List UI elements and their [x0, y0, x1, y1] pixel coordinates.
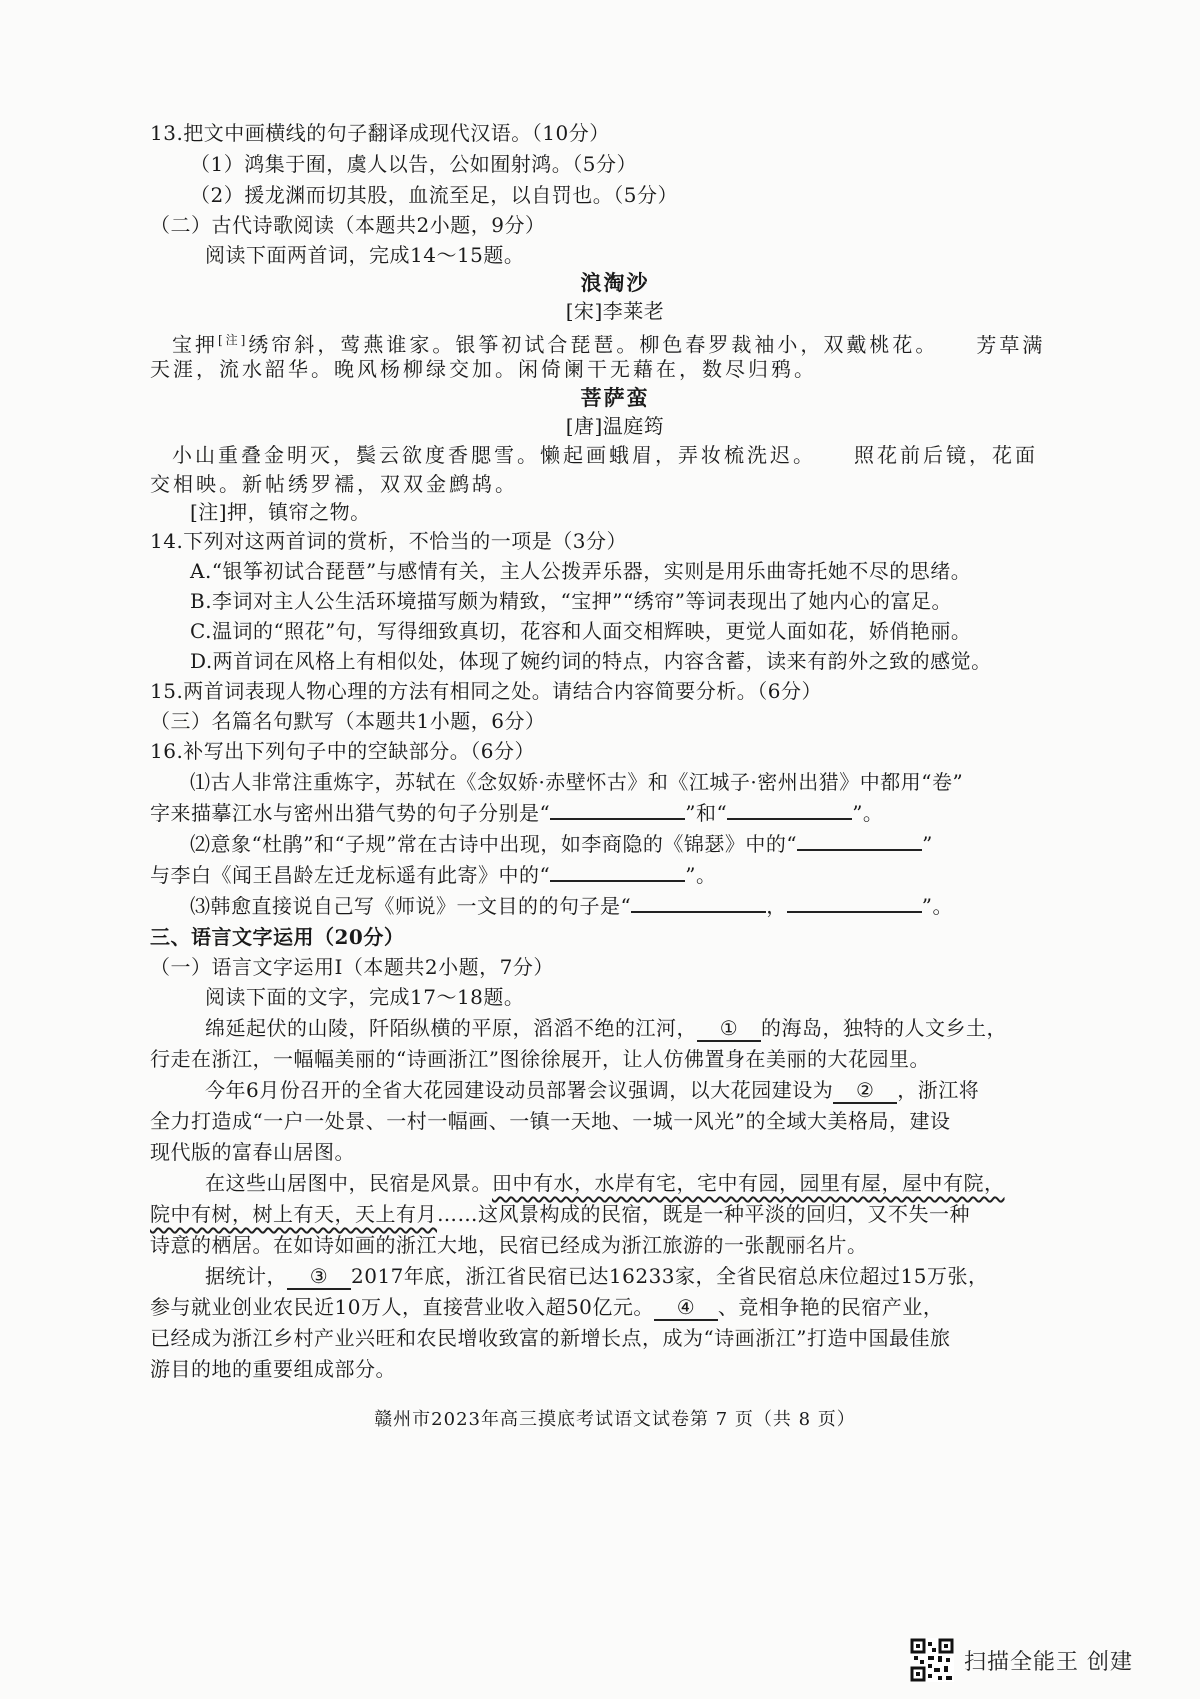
fill-slot-2[interactable]: ②: [833, 1078, 897, 1104]
q14-option-a: A.“银筝初试合琵琶”与感情有关，主人公拨弄乐器，实则是用乐曲寄托她不尽的思绪。: [190, 559, 972, 583]
poem2-line-1: [172, 440, 1102, 470]
subsection-1-intro: 阅读下面的文字，完成17～18题。: [205, 985, 525, 1009]
passage-text: 在这些山居图中，民宿是风景。: [205, 1171, 492, 1195]
poem2-author: [唐]温庭筠: [565, 414, 665, 438]
passage-text: 2017年底，浙江省民宿已达16233家，全省民宿总床位超过15万张，: [351, 1264, 989, 1288]
poem1-author: [宋]李莱老: [565, 299, 665, 323]
passage-text: 的海岛，独特的人文乡土，: [761, 1016, 1007, 1040]
q14-title: 14.下列对这两首词的赏析，不恰当的一项是（3分）: [150, 529, 628, 553]
poem1-line-1b: 绣帘斜，莺燕谁家。银筝初试合琵琶。柳色春罗裁袖小，双戴桃花。: [248, 332, 939, 357]
passage-text: 参与就业创业农民近10万人，直接营业收入超50亿元。: [150, 1295, 654, 1319]
q16-part2-line-a: [190, 829, 1120, 859]
q16-p1b-text: 字来描摹江水与密州出猎气势的句子分别是“: [150, 801, 551, 825]
page-footer: 赣州市2023年高三摸底考试语文试卷第 7 页（共 8 页）: [374, 1409, 856, 1430]
passage-p2-line-c: 现代版的富春山居图。: [150, 1140, 355, 1164]
q16-p3-end: ”。: [921, 894, 953, 918]
q16-p3-text: ⑶韩愈直接说自己写《师说》一文目的的句子是“: [190, 894, 632, 918]
section-2-intro: 阅读下面两首词，完成14～15题。: [205, 243, 525, 267]
q16-title: 16.补写出下列句子中的空缺部分。（6分）: [150, 739, 536, 763]
answer-blank-3[interactable]: [797, 829, 922, 851]
q16-p1b-end: ”。: [852, 801, 884, 825]
q16-part3-line: [190, 891, 1120, 921]
q16-part1-line-b: [150, 798, 1080, 828]
poem2-line-2: 交相映。新帖绣罗襦，双双金鹧鸪。: [150, 472, 518, 496]
passage-p4-line-a: [205, 1261, 1135, 1291]
passage-text: 今年6月份召开的全省大花园建设动员部署会议强调，以大花园建设为: [205, 1078, 834, 1102]
q14-option-c: C.温词的“照花”句，写得细致真切，花容和人面交相辉映，更觉人面如花，娇俏艳丽。: [190, 619, 972, 643]
passage-p1-line-b: 行走在浙江，一幅幅美丽的“诗画浙江”图徐徐展开，让人仿佛置身在美丽的大花园里。: [150, 1047, 930, 1071]
answer-blank-4[interactable]: [550, 860, 685, 882]
poem2-line-1b: 照花前后镜，花面: [854, 443, 1038, 467]
q14-option-b: B.李词对主人公生活环境描写颇为精致，“宝押”“绣帘”等词表现出了她内心的富足。: [190, 589, 952, 613]
passage-p3-line-a: [205, 1168, 1135, 1198]
scanner-watermark: [910, 1638, 1180, 1682]
passage-text: ……这风景构成的民宿，既是一种平淡的回归，又不失一种: [437, 1202, 970, 1226]
answer-blank-6[interactable]: [787, 891, 922, 913]
fill-slot-1[interactable]: ①: [697, 1016, 761, 1042]
qr-code-icon: [910, 1638, 954, 1682]
passage-text: 绵延起伏的山陵，阡陌纵横的平原，滔滔不绝的江河，: [205, 1016, 697, 1040]
answer-blank-1[interactable]: [550, 798, 685, 820]
q16-p1b-mid: ”和“: [685, 801, 728, 825]
q13-sentence-2: （2）援龙渊而切其股，血流至足，以自罚也。（5分）: [190, 183, 678, 207]
q15-title: 15.两首词表现人物心理的方法有相同之处。请结合内容简要分析。（6分）: [150, 679, 823, 703]
poem2-line-1a: 小山重叠金明灭，鬓云欲度香腮雪。懒起画蛾眉，弄妆梳洗迟。: [172, 443, 816, 467]
q16-part2-line-b: [150, 860, 1080, 890]
answer-blank-2[interactable]: [727, 798, 852, 820]
q16-part1-line-a: ⑴古人非常注重炼字，苏轼在《念奴娇·赤壁怀古》和《江城子·密州出猎》中都用“卷”: [190, 770, 964, 794]
fill-slot-4[interactable]: ④: [654, 1295, 718, 1321]
passage-text: 据统计，: [205, 1264, 287, 1288]
watermark-text: 扫描全能王 创建: [964, 1649, 1133, 1675]
q16-p2b-text: 与李白《闻王昌龄左迁龙标遥有此寄》中的“: [150, 863, 551, 887]
passage-p4-line-b: [150, 1292, 1080, 1322]
fill-slot-3[interactable]: ③: [287, 1264, 351, 1290]
passage-p2-line-b: 全力打造成“一户一处景、一村一幅画、一镇一天地、一城一风光”的全域大美格局，建设: [150, 1109, 951, 1133]
poem1-line-1a: 宝押: [172, 332, 218, 357]
q13-sentence-1: （1）鸿集于囿，虞人以告，公如囿射鸿。（5分）: [190, 152, 637, 176]
wavy-underlined-text: 田中有水，水岸有宅，宅中有园，园里有屋，屋中有院，: [492, 1171, 1005, 1195]
passage-text: ，浙江将: [897, 1078, 980, 1102]
q14-option-d: D.两首词在风格上有相似处，体现了婉约词的特点，内容含蓄，读来有韵外之致的感觉。: [190, 649, 992, 673]
q16-p2b-end: ”。: [685, 863, 717, 887]
passage-p1-line-a: [205, 1013, 1135, 1043]
poem-note: [注]押，镇帘之物。: [190, 500, 371, 524]
section-2-heading: （二）古代诗歌阅读（本题共2小题，9分）: [150, 213, 546, 237]
wavy-underlined-text: 院中有树，树上有天，天上有月: [150, 1202, 437, 1226]
passage-text: 、竞相争艳的民宿产业，: [717, 1295, 944, 1319]
poem1-line-1c: 芳草满: [976, 332, 1046, 357]
poem1-line-2: 天涯，流水韶华。晚风杨柳绿交加。闲倚阑干无藉在，数尽归鸦。: [150, 357, 817, 381]
subsection-1-heading: （一）语言文字运用Ⅰ（本题共2小题，7分）: [150, 955, 554, 979]
q16-p3-mid: ，: [766, 894, 787, 918]
answer-blank-5[interactable]: [631, 891, 766, 913]
section-3-heading: （三）名篇名句默写（本题共1小题，6分）: [150, 709, 546, 733]
passage-p4-line-d: 游目的地的重要组成部分。: [150, 1357, 396, 1381]
poem2-title: 菩萨蛮: [580, 385, 650, 410]
q16-p2a-end: ”: [922, 832, 933, 856]
passage-p3-line-c: 诗意的栖居。在如诗如画的浙江大地，民宿已经成为浙江旅游的一张靓丽名片。: [150, 1233, 868, 1257]
q13-title: 13.把文中画横线的句子翻译成现代汉语。（10分）: [150, 121, 610, 145]
q16-p2a-text: ⑵意象“杜鹃”和“子规”常在古诗中出现，如李商隐的《锦瑟》中的“: [190, 832, 798, 856]
passage-p2-line-a: [205, 1075, 1135, 1105]
poem1-title: 浪淘沙: [580, 270, 650, 295]
part-3-heading: 三、语言文字运用（20分）: [150, 925, 405, 949]
passage-p3-line-b: [150, 1199, 1080, 1229]
passage-p4-line-c: 已经成为浙江乡村产业兴旺和农民增收致富的新增长点，成为“诗画浙江”打造中国最佳旅: [150, 1326, 951, 1350]
note-marker: [注]: [218, 333, 249, 347]
